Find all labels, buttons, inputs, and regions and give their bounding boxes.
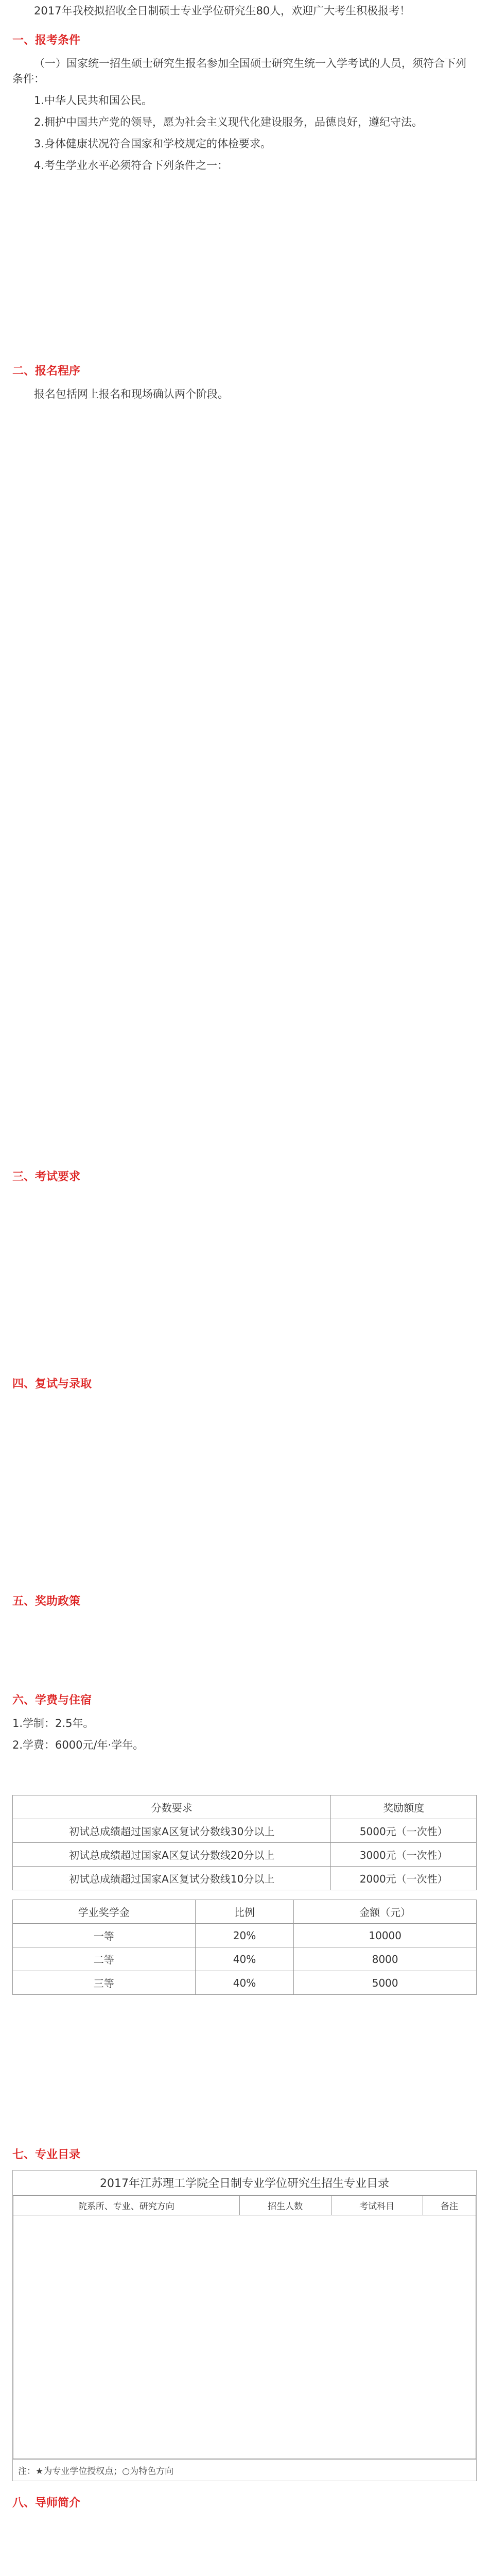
s1-text-block xyxy=(12,179,477,349)
s1-para-5: 4.考生学业水平必须符合下列条件之一： xyxy=(34,159,229,172)
catalog-box xyxy=(12,2170,477,2481)
aid-header-3: 金额（元） xyxy=(294,1900,477,1924)
catalog-body xyxy=(13,2215,476,2459)
catalog-header: 考试科目 xyxy=(331,2196,423,2215)
section-4-title: 四、复试与录取 xyxy=(12,1378,92,1391)
catalog-header: 院系所、专业、研究方向 xyxy=(13,2196,240,2215)
scholarship-header-2: 奖励额度 xyxy=(331,1795,477,1819)
section-5-title: 五、奖助政策 xyxy=(12,1595,81,1608)
s2-para-1: 报名包括网上报名和现场确认两个阶段。 xyxy=(34,388,229,400)
cell: 2000元（一次性） xyxy=(331,1867,477,1890)
cell: 40% xyxy=(195,1971,294,1995)
cell: 一等 xyxy=(13,1924,196,1947)
catalog-header: 备注 xyxy=(423,2196,476,2215)
table-row xyxy=(13,1867,477,1890)
cell: 10000 xyxy=(294,1924,477,1947)
s6-para-2: 2.学费：6000元/年·学年。 xyxy=(12,1739,144,1751)
s3-text-block xyxy=(12,1192,477,1362)
section-8-title: 八、导师简介 xyxy=(12,2497,81,2510)
s1-para-1: （一）国家统一招生硕士研究生报名参加全国硕士研究生统一入学考试的人员，须符合下列条件： xyxy=(12,57,466,85)
table-row xyxy=(13,1819,477,1843)
scholarship-header-1: 分数要求 xyxy=(13,1795,331,1819)
s1-para-2: 1.中华人民共和国公民。 xyxy=(34,94,153,107)
s6-text-block xyxy=(12,1759,477,1790)
table-row xyxy=(13,1947,477,1971)
section-6-title: 六、学费与住宿 xyxy=(12,1694,92,1707)
cell: 8000 xyxy=(294,1947,477,1971)
catalog-table xyxy=(13,2195,476,2459)
catalog-title: 2017年江苏理工学院全日制专业学位研究生招生专业目录 xyxy=(13,2171,476,2195)
s8-text-block xyxy=(12,2518,477,2576)
cell: 二等 xyxy=(13,1947,196,1971)
s4-text-block xyxy=(12,1399,477,1580)
section-3-title: 三、考试要求 xyxy=(12,1171,81,1183)
cell: 20% xyxy=(195,1924,294,1947)
catalog-legend: 注：★为专业学位授权点；○为特色方向 xyxy=(13,2459,476,2481)
catalog-header: 招生人数 xyxy=(239,2196,331,2215)
table-row xyxy=(13,1843,477,1867)
s1-para-3: 2.拥护中国共产党的领导，愿为社会主义现代化建设服务，品德良好，遵纪守法。 xyxy=(34,116,423,128)
cell: 三等 xyxy=(13,1971,196,1995)
table-row xyxy=(13,1924,477,1947)
section-1-title: 一、报考条件 xyxy=(12,34,81,47)
section-7-title: 七、专业目录 xyxy=(12,2148,81,2161)
s6-tail-block xyxy=(12,2004,477,2133)
intro: 2017年我校拟招收全日制硕士专业学位研究生80人，欢迎广大考生积极报考！ xyxy=(34,5,411,17)
s6-para-1: 1.学制：2.5年。 xyxy=(12,1717,94,1730)
s1-para-4: 3.身体健康状况符合国家和学校规定的体检要求。 xyxy=(34,138,272,150)
aid-table xyxy=(12,1900,477,1995)
scholarship-table xyxy=(12,1795,477,1890)
cell: 初试总成绩超过国家A区复试分数线10分以上 xyxy=(13,1867,331,1890)
table-row xyxy=(13,1971,477,1995)
s2-text-block xyxy=(12,408,477,1155)
aid-header-2: 比例 xyxy=(195,1900,294,1924)
cell: 3000元（一次性） xyxy=(331,1843,477,1867)
section-2-title: 二、报名程序 xyxy=(12,365,81,378)
cell: 初试总成绩超过国家A区复试分数线30分以上 xyxy=(13,1819,331,1843)
s5-text-block xyxy=(12,1617,477,1679)
cell: 40% xyxy=(195,1947,294,1971)
cell: 5000元（一次性） xyxy=(331,1819,477,1843)
cell: 初试总成绩超过国家A区复试分数线20分以上 xyxy=(13,1843,331,1867)
cell: 5000 xyxy=(294,1971,477,1995)
aid-header-1: 学业奖学金 xyxy=(13,1900,196,1924)
